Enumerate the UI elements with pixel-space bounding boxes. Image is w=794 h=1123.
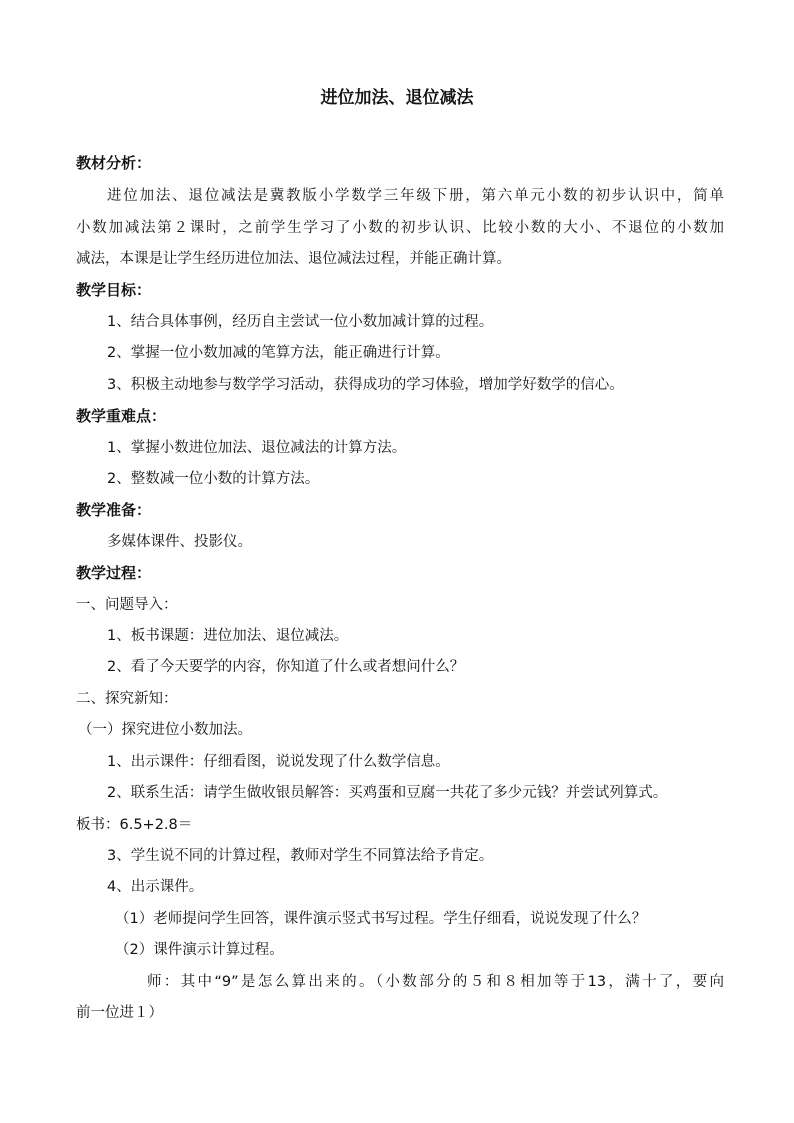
goal-item-2: 2、掌握一位小数加减的笔算方法，能正确进行计算。	[107, 345, 450, 361]
prep-heading: 教学准备：	[76, 501, 152, 519]
process-line: 2、看了今天要学的内容，你知道了什么或者想问什么？	[107, 659, 465, 675]
process-line: 一、问题导入：	[76, 597, 178, 613]
keypoints-heading: 教学重难点：	[76, 407, 167, 425]
process-line: 1、出示课件：仔细看图，说说发现了什么数学信息。	[107, 754, 450, 770]
process-line: 2、联系生活：请学生做收银员解答：买鸡蛋和豆腐一共花了多少元钱？并尝试列算式。	[107, 785, 668, 801]
analysis-heading: 教材分析：	[76, 154, 152, 172]
process-line: （一）探究进位小数加法。	[78, 722, 252, 738]
process-heading: 教学过程：	[76, 564, 152, 582]
process-line: 板书：6.5+2.8＝	[76, 817, 193, 833]
process-line: 师：其中“9”是怎么算出来的。（小数部分的５和８相加等于13，满十了，要向	[147, 974, 724, 990]
prep-text: 多媒体课件、投影仪。	[107, 534, 252, 550]
analysis-line-2: 小数加减法第２课时，之前学生学习了小数的初步认识、比较小数的大小、不退位的小数加	[76, 220, 724, 236]
process-line: 二、探究新知：	[76, 691, 178, 707]
keypoint-item-1: 1、掌握小数进位加法、退位减法的计算方法。	[107, 440, 407, 456]
goal-item-3: 3、积极主动地参与数学学习活动，获得成功的学习体验，增加学好数学的信心。	[107, 377, 624, 393]
process-line: （1）老师提问学生回答，课件演示竖式书写过程。学生仔细看，说说发现了什么？	[115, 911, 647, 927]
goals-heading: 教学目标：	[76, 281, 152, 299]
analysis-line-1: 进位加法、退位减法是冀教版小学数学三年级下册，第六单元小数的初步认识中，简单	[107, 188, 724, 204]
process-line: 1、板书课题：进位加法、退位减法。	[107, 628, 349, 644]
process-line: （2）课件演示计算过程。	[115, 942, 284, 958]
goal-item-1: 1、结合具体事例，经历自主尝试一位小数加减计算的过程。	[107, 314, 494, 330]
process-line: 前一位进１）	[76, 1005, 163, 1021]
process-line: 3、学生说不同的计算过程，教师对学生不同算法给予肯定。	[107, 848, 494, 864]
keypoint-item-2: 2、整数减一位小数的计算方法。	[107, 471, 320, 487]
document-title: 进位加法、退位减法	[320, 88, 474, 108]
analysis-line-3: 减法，本课是让学生经历进位加法、退位减法过程，并能正确计算。	[76, 251, 511, 267]
process-line: 4、出示课件。	[107, 879, 204, 895]
